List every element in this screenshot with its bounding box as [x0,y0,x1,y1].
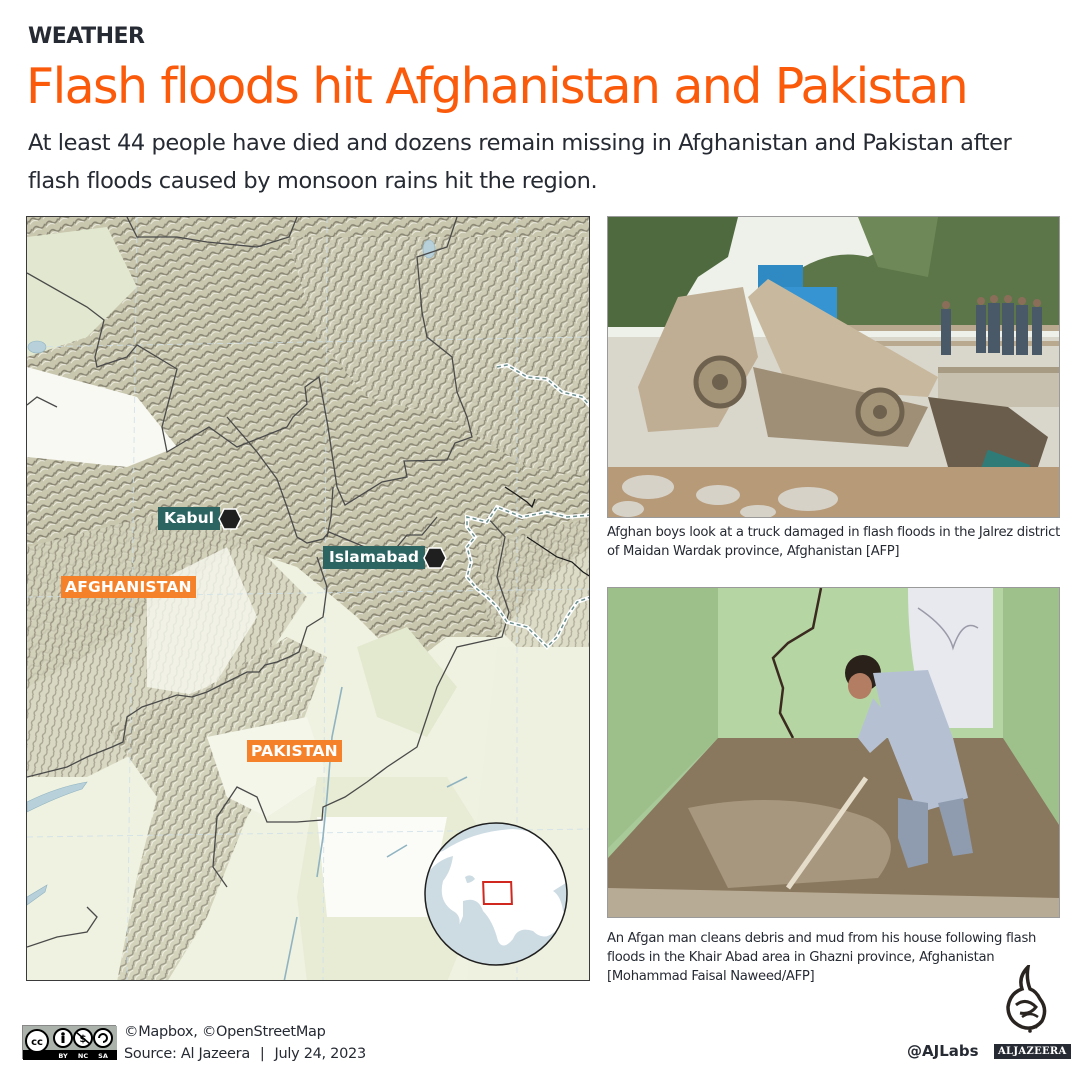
svg-text:$: $ [79,1034,87,1045]
kicker: WEATHER [28,24,145,49]
city-islamabad[interactable] [323,546,447,569]
svg-text:cc: cc [31,1037,43,1048]
license-by-label: BY [58,1052,68,1060]
country-label-pakistan: PAKISTAN [247,740,342,762]
map [26,216,590,981]
license-sa-label: SA [98,1052,108,1060]
social-handle[interactable]: @AJLabs [907,1042,979,1060]
subtitle: At least 44 people have died and dozens remain missing in Afghanistan and Pakistan after flash floods caused by monsoon rains hit the region. [28,130,1012,194]
mud-cleaning-photo-image [608,588,1060,918]
page-title: Flash floods hit Afghanistan and Pakistan [26,58,968,115]
license-nc-label: NC [77,1052,89,1060]
city-label: Kabul [158,507,220,530]
source-line [124,1043,366,1065]
country-label-afghanistan: AFGHANISTAN [61,576,196,598]
map-credit: ©Mapbox, ©OpenStreetMap [124,1024,326,1040]
truck-photo-image [608,217,1060,518]
city-kabul[interactable] [158,507,242,530]
separator: | [259,1046,265,1062]
locator-globe-icon [423,821,569,967]
photo-caption: Afghan boys look at a truck damaged in flash floods in the Jalrez district of Maidan Wardak province, Afghanistan [AFP] [607,525,1060,559]
photo-damaged-truck [607,216,1060,518]
creative-commons-icon [23,1026,117,1060]
al-jazeera-calligraphy-logo-icon [1000,965,1050,1037]
hexagon-marker-icon [218,508,242,530]
credits [124,1021,366,1065]
photo-mud-cleaning [607,587,1060,918]
photo-caption: An Afgan man cleans debris and mud from his house following flash floods in the Khair Abad area in Ghazni province, Afghanistan [Mohammad Faisal Naweed/AFP] [607,931,1037,984]
city-label: Islamabad [323,546,425,569]
cc-license-badge[interactable] [22,1025,116,1059]
hexagon-marker-icon [423,547,447,569]
source-text: Source: Al Jazeera [124,1046,250,1062]
publish-date: July 24, 2023 [274,1046,366,1062]
al-jazeera-wordmark: ALJAZEERA [994,1044,1071,1059]
